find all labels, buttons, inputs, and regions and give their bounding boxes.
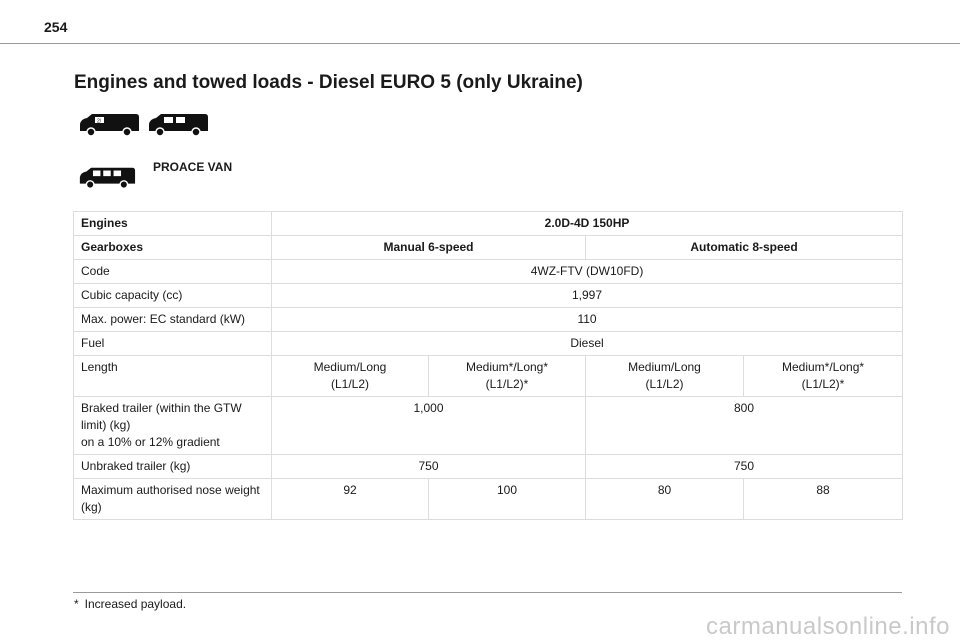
code-value: 4WZ-FTV (DW10FD) xyxy=(272,260,903,284)
van-icon xyxy=(147,113,209,137)
length-value: Medium/Long (L1/L2) xyxy=(272,356,429,397)
nose-weight-value: 80 xyxy=(586,479,744,520)
braked-trailer-automatic: 800 xyxy=(586,397,903,455)
row-label-braked-trailer: Braked trailer (within the GTW limit) (kg) on a 10% or 12% gradient xyxy=(74,397,272,455)
row-label-gearboxes: Gearboxes xyxy=(74,236,272,260)
gearbox-automatic: Automatic 8-speed xyxy=(586,236,903,260)
length-value: Medium/Long (L1/L2) xyxy=(586,356,744,397)
table-row xyxy=(74,397,903,455)
top-divider xyxy=(0,43,960,44)
row-label-unbraked-trailer: Unbraked trailer (kg) xyxy=(74,455,272,479)
max-power-value: 110 xyxy=(272,308,903,332)
watermark: carmanualsonline.info xyxy=(706,613,950,640)
van-icon xyxy=(78,166,136,190)
table-row xyxy=(74,212,903,236)
table-row xyxy=(74,356,903,397)
footnote-marker: * xyxy=(74,597,79,611)
van-icon xyxy=(78,113,140,137)
unbraked-trailer-manual: 750 xyxy=(272,455,586,479)
length-value: Medium*/Long* (L1/L2)* xyxy=(744,356,903,397)
engine-value: 2.0D-4D 150HP xyxy=(272,212,903,236)
page-title: Engines and towed loads - Diesel EURO 5 (only Ukraine) xyxy=(74,72,583,93)
table-row xyxy=(74,284,903,308)
svg-text:2/: 2/ xyxy=(96,118,102,125)
gearbox-manual: Manual 6-speed xyxy=(272,236,586,260)
footnote-text: Increased payload. xyxy=(84,597,187,611)
table-row xyxy=(74,455,903,479)
row-label-length: Length xyxy=(74,356,272,397)
fuel-value: Diesel xyxy=(272,332,903,356)
row-label-fuel: Fuel xyxy=(74,332,272,356)
row-label-max-power: Max. power: EC standard (kW) xyxy=(74,308,272,332)
bottom-divider xyxy=(73,592,902,593)
row-label-engines: Engines xyxy=(74,212,272,236)
table-row xyxy=(74,308,903,332)
table-row xyxy=(74,236,903,260)
nose-weight-value: 92 xyxy=(272,479,429,520)
cubic-capacity-value: 1,997 xyxy=(272,284,903,308)
row-label-code: Code xyxy=(74,260,272,284)
engine-spec-table xyxy=(73,211,903,520)
table-row xyxy=(74,332,903,356)
row-label-cubic-capacity: Cubic capacity (cc) xyxy=(74,284,272,308)
table-row xyxy=(74,260,903,284)
row-label-nose-weight: Maximum authorised nose weight (kg) xyxy=(74,479,272,520)
page-number: 254 xyxy=(44,19,68,35)
braked-trailer-manual: 1,000 xyxy=(272,397,586,455)
table-row xyxy=(74,479,903,520)
length-value: Medium*/Long* (L1/L2)* xyxy=(429,356,586,397)
unbraked-trailer-automatic: 750 xyxy=(586,455,903,479)
model-name: PROACE VAN xyxy=(153,160,233,174)
nose-weight-value: 100 xyxy=(429,479,586,520)
nose-weight-value: 88 xyxy=(744,479,903,520)
footnote xyxy=(74,597,186,611)
